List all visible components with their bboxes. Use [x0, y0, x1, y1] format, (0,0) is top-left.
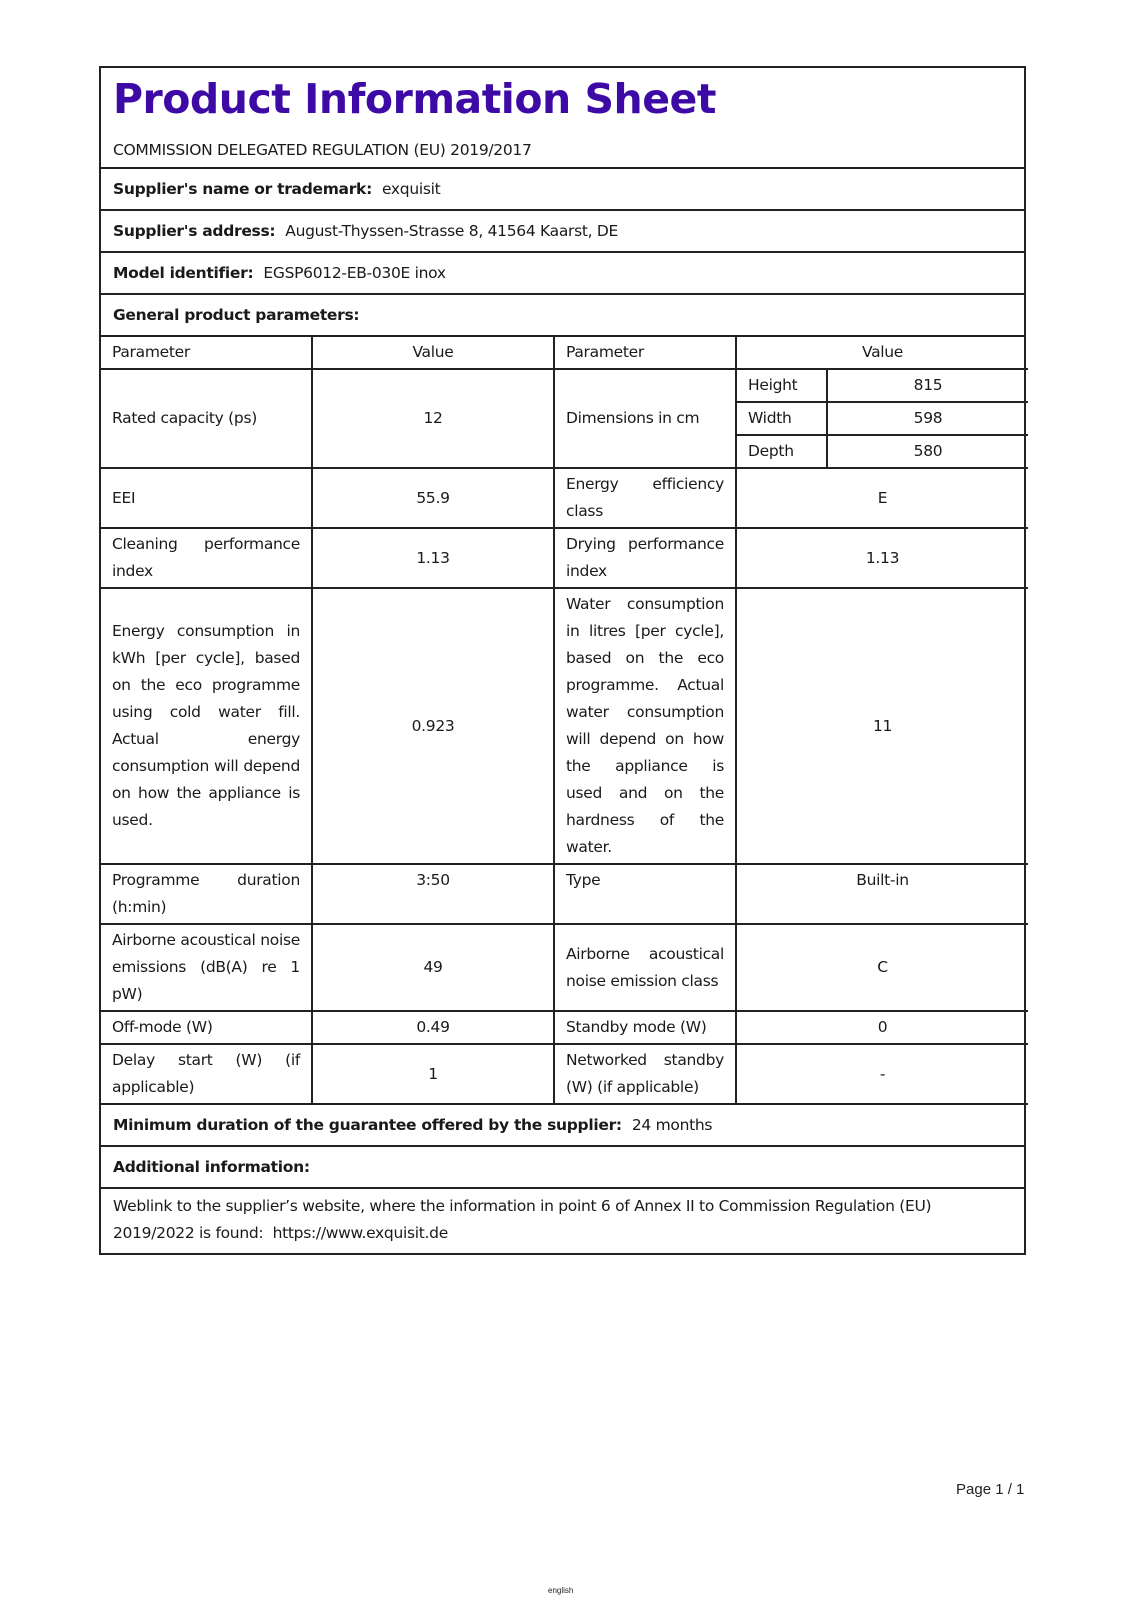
supplier-address-row — [101, 211, 1024, 253]
rated-capacity-value: 12 — [312, 369, 554, 468]
table-row — [101, 1011, 1028, 1044]
column-header: Parameter — [554, 337, 736, 369]
networked-standby-value: - — [736, 1044, 1028, 1104]
table-row — [101, 864, 1028, 924]
width-value: 598 — [827, 402, 1028, 435]
delay-start-label: Delay start (W) (if applicable) — [101, 1044, 312, 1104]
column-header: Value — [312, 337, 554, 369]
energy-consumption-label: Energy consumption in kWh [per cycle], based on the eco programme using cold water fill. Actual energy consumption will depend on how the appliance is used. — [101, 588, 312, 864]
eei-value: 55.9 — [312, 468, 554, 528]
table-row — [101, 924, 1028, 1011]
model-identifier-label: Model identifier: — [113, 264, 254, 282]
language-label: english — [548, 1586, 574, 1595]
header — [101, 68, 1024, 169]
noise-emissions-label: Airborne acoustical noise emissions (dB(A) re 1 pW) — [101, 924, 312, 1011]
width-label: Width — [736, 402, 827, 435]
water-consumption-label: Water consumption in litres [per cycle], based on the eco programme. Actual water consumption will depend on how the appliance is used and on the hardness of the water. — [554, 588, 736, 864]
energy-class-value: E — [736, 468, 1028, 528]
water-consumption-value: 11 — [736, 588, 1028, 864]
guarantee-label: Minimum duration of the guarantee offered by the supplier: — [113, 1116, 622, 1134]
product-information-sheet — [99, 66, 1026, 1255]
energy-consumption-value: 0.923 — [312, 588, 554, 864]
supplier-name-value: exquisit — [381, 180, 441, 198]
guarantee-row — [101, 1105, 1024, 1147]
model-identifier-value: EGSP6012-EB-030E inox — [263, 264, 446, 282]
weblink-block — [101, 1189, 1024, 1253]
column-header: Value — [736, 337, 1028, 369]
depth-label: Depth — [736, 435, 827, 468]
cleaning-index-label: Cleaning performance index — [101, 528, 312, 588]
supplier-address-value: August-Thyssen-Strasse 8, 41564 Kaarst, DE — [285, 222, 619, 240]
weblink-text: Weblink to the supplier’s website, where the information in point 6 of Annex II to Commission Regulation (EU) 2019/2022 is found: — [113, 1197, 932, 1242]
networked-standby-label: Networked standby (W) (if applicable) — [554, 1044, 736, 1104]
general-parameters-heading-row — [101, 295, 1024, 337]
table-row — [101, 1044, 1028, 1104]
standby-value: 0 — [736, 1011, 1028, 1044]
guarantee-value: 24 months — [631, 1116, 713, 1134]
rated-capacity-label: Rated capacity (ps) — [101, 369, 312, 468]
additional-info-heading-row — [101, 1147, 1024, 1189]
drying-index-label: Drying performance index — [554, 528, 736, 588]
depth-value: 580 — [827, 435, 1028, 468]
drying-index-value: 1.13 — [736, 528, 1028, 588]
noise-class-value: C — [736, 924, 1028, 1011]
noise-emissions-value: 49 — [312, 924, 554, 1011]
noise-class-label: Airborne acoustical noise emission class — [554, 924, 736, 1011]
table-row — [101, 468, 1028, 528]
off-mode-label: Off-mode (W) — [101, 1011, 312, 1044]
model-identifier-row — [101, 253, 1024, 295]
height-label: Height — [736, 369, 827, 402]
regulation-reference: COMMISSION DELEGATED REGULATION (EU) 2019/2017 — [113, 141, 532, 159]
dimensions-label: Dimensions in cm — [554, 369, 736, 468]
programme-duration-value: 3:50 — [312, 864, 554, 924]
page-title: Product Information Sheet — [113, 75, 716, 123]
eei-label: EEI — [101, 468, 312, 528]
table-header-row — [101, 337, 1028, 369]
programme-duration-label: Programme duration (h:min) — [101, 864, 312, 924]
table-row — [101, 588, 1028, 864]
delay-start-value: 1 — [312, 1044, 554, 1104]
table-row — [101, 369, 1028, 402]
additional-info-heading: Additional information: — [113, 1158, 310, 1176]
table-row — [101, 528, 1028, 588]
cleaning-index-value: 1.13 — [312, 528, 554, 588]
supplier-address-label: Supplier's address: — [113, 222, 276, 240]
supplier-name-label: Supplier's name or trademark: — [113, 180, 372, 198]
weblink-url[interactable]: https://www.exquisit.de — [272, 1224, 448, 1242]
column-header: Parameter — [101, 337, 312, 369]
type-value: Built-in — [736, 864, 1028, 924]
general-parameters-heading: General product parameters: — [113, 306, 360, 324]
off-mode-value: 0.49 — [312, 1011, 554, 1044]
parameters-table — [101, 337, 1028, 1105]
standby-label: Standby mode (W) — [554, 1011, 736, 1044]
supplier-name-row — [101, 169, 1024, 211]
energy-class-label: Energy efficiency class — [554, 468, 736, 528]
page-number: Page 1 / 1 — [956, 1481, 1025, 1498]
type-label: Type — [554, 864, 736, 924]
height-value: 815 — [827, 369, 1028, 402]
